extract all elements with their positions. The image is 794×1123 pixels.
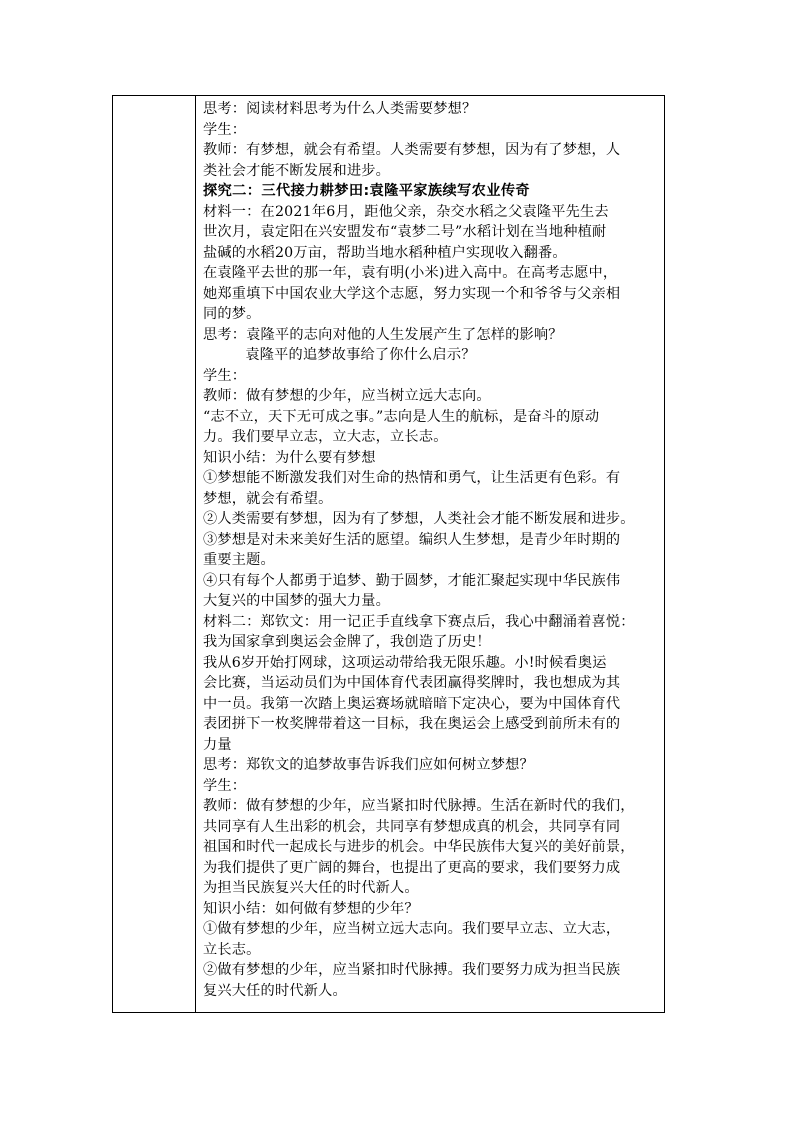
text-line: 思考：郑钦文的追梦故事告诉我们应如何树立梦想？ <box>203 757 534 773</box>
text-line: 祖国和时代一起成长与进步的机会。中华民族伟大复兴的美好前景， <box>203 839 635 855</box>
text-line: ④只有每个人都勇于追梦、勤于圆梦，才能汇聚起实现中华民族伟 <box>203 572 621 589</box>
text-line: 为我们提供了更广阔的舞台，也提出了更高的要求，我们要努力成 <box>203 859 621 876</box>
text-line: 知识小结：如何做有梦想的少年？ <box>203 900 419 917</box>
text-line: 大复兴的中国梦的强大力量。 <box>203 593 391 609</box>
text-line: 思考：袁隆平的志向对他的人生发展产生了怎样的影响？ <box>203 326 563 343</box>
text-line: 为担当民族复兴大任的时代新人。 <box>203 880 419 896</box>
text-line: 教师：做有梦想的少年，应当树立远大志向。 <box>203 388 491 404</box>
text-line: ①梦想能不断激发我们对生命的热情和勇气，让生活更有色彩。有 <box>203 470 621 486</box>
table-content-cell <box>196 96 664 1012</box>
text-line: 材料一：在2021年6月，距他父亲，杂交水稻之父袁隆平先生去 <box>203 203 609 220</box>
text-line: 学生： <box>203 367 247 384</box>
text-line: 同的梦。 <box>203 306 261 322</box>
text-line: ②人类需要有梦想，因为有了梦想，人类社会才能不断发展和进步。 <box>203 511 635 527</box>
text-line: 学生： <box>203 121 247 138</box>
text-line: 她郑重填下中国农业大学这个志愿，努力实现一个和爷爷与父亲相 <box>203 285 621 302</box>
text-line: 会比赛，当运动员们为中国体育代表团赢得奖牌时，我也想成为其 <box>203 675 621 691</box>
text-line: 我从6岁开始打网球，这项运动带给我无限乐趣。小!时候看奥运 <box>203 654 607 671</box>
text-line: 重要主题。 <box>203 552 275 568</box>
text-line: 力。我们要早立志，立大志，立长志。 <box>203 429 448 445</box>
text-line: 我为国家拿到奥运会金牌了，我创造了历史！ <box>203 634 491 650</box>
text-line: 教师：做有梦想的少年，应当紧扣时代脉搏。生活在新时代的我们， <box>203 798 635 814</box>
text-line: 立长志。 <box>203 941 261 958</box>
text-line: 复兴大任的时代新人。 <box>203 982 347 999</box>
text-line: 知识小结：为什么要有梦想 <box>203 449 376 466</box>
text-line: ①做有梦想的少年，应当树立远大志向。我们要早立志、立大志， <box>203 921 621 937</box>
section-heading: 探究二：三代接力耕梦田:袁隆平家族续写农业传奇 <box>203 183 531 199</box>
text-line: 在袁隆平去世的那一年，袁有明(小米)进入高中。在高考志愿中， <box>203 265 618 281</box>
text-line: 学生： <box>203 777 247 794</box>
text-line: “志不立，天下无可成之事。”志向是人生的航标，是奋斗的原动 <box>203 408 600 425</box>
text-line: 思考：阅读材料思考为什么人类需要梦想？ <box>203 101 477 117</box>
lesson-table <box>112 95 665 1013</box>
text-line: 力量 <box>203 736 232 753</box>
text-line: 材料二：郑钦文：用一记正手直线拿下赛点后，我心中翻涌着喜悦： <box>203 613 635 630</box>
text-line: 梦想，就会有希望。 <box>203 490 333 507</box>
table-left-column <box>113 96 196 1012</box>
text-line: 袁隆平的追梦故事给了你什么启示？ <box>203 347 476 363</box>
text-line: ③梦想是对未来美好生活的愿望。编织人生梦想，是青少年时期的 <box>203 531 621 548</box>
text-line: ②做有梦想的少年，应当紧扣时代脉搏。我们要努力成为担当民族 <box>203 962 621 978</box>
text-line: 类社会才能不断发展和进步。 <box>203 162 391 179</box>
text-line: 共同享有人生出彩的机会，共同享有梦想成真的机会，共同享有同 <box>203 818 621 835</box>
text-line: 世次月，袁定阳在兴安盟发布“袁梦二号”水稻计划在当地种植耐 <box>203 224 607 240</box>
text-line: 教师：有梦想，就会有希望。人类需要有梦想，因为有了梦想，人 <box>203 142 621 158</box>
text-line: 盐碱的水稻20万亩，帮助当地水稻种植户实现收入翻番。 <box>203 244 567 261</box>
text-line: 表团拼下一枚奖牌带着这一目标，我在奥运会上感受到前所未有的 <box>203 716 621 732</box>
text-line: 中一员。我第一次踏上奥运赛场就暗暗下定决心，要为中国体育代 <box>203 695 621 712</box>
